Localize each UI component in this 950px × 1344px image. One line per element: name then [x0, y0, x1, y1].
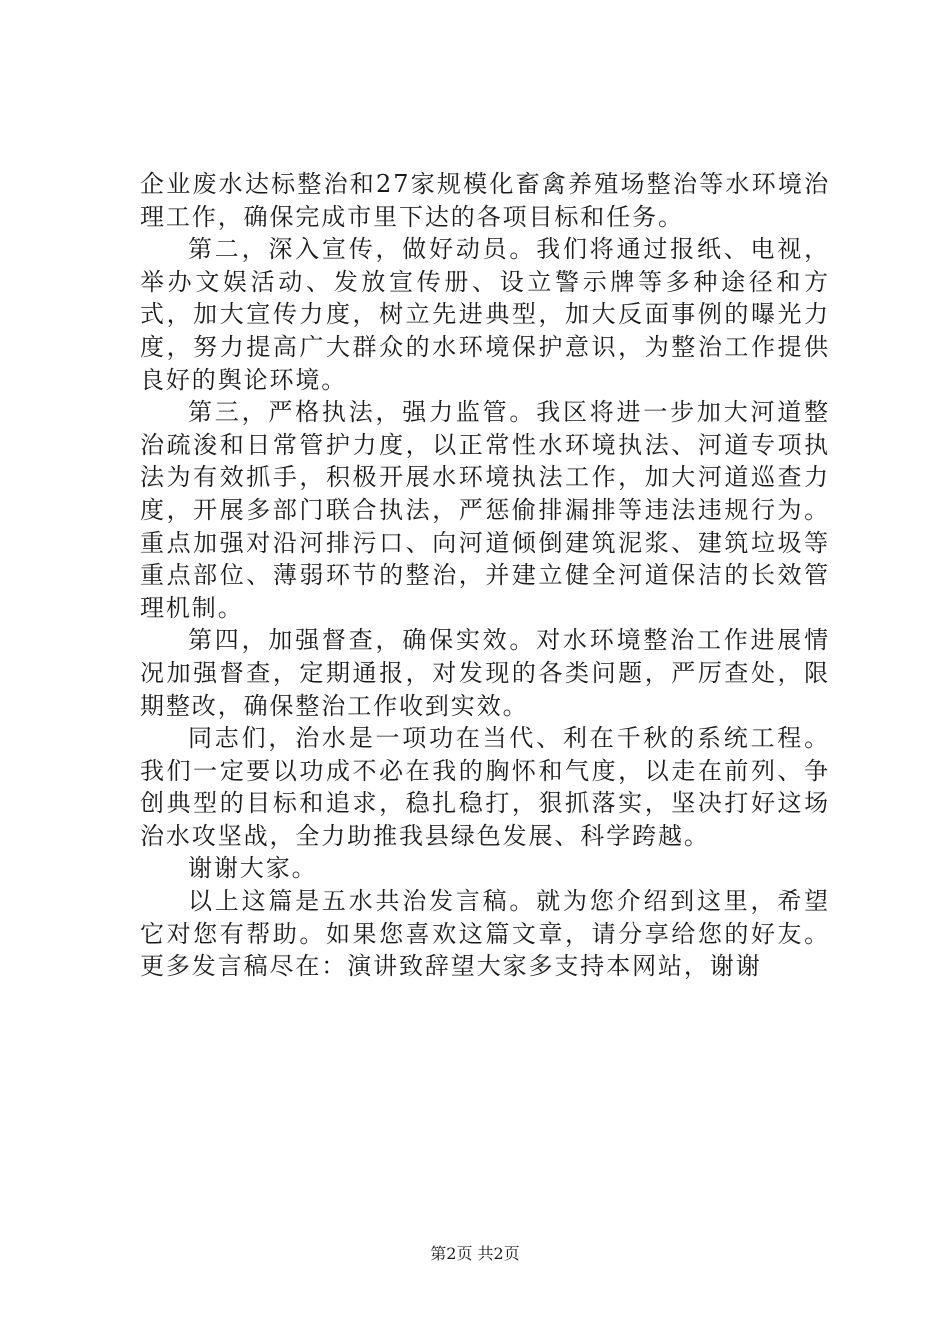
paragraph-thanks: 谢谢大家。	[188, 854, 318, 883]
paragraph-supervision: 第四，加强督查，确保实效。对水环境整治工作进展情况加强督查，定期通报，对发现的各类问题，严厉查处，限期整改，确保整治工作收到实效。	[140, 626, 830, 720]
paragraph-publicity: 第二，深入宣传，做好动员。我们将通过报纸、电视，举办文娱活动、发放宣传册、设立警示牌等多种途径和方式，加大宣传力度，树立先进典型，加大反面事例的曝光力度，努力提高广大群众的水环境保护意识，为整治工作提供良好的舆论环境。	[140, 235, 830, 394]
paragraph-continuation: 企业废水达标整治和27家规模化畜禽养殖场整治等水环境治理工作，确保完成市里下达的各项目标和任务。	[140, 170, 830, 231]
document-body	[140, 168, 830, 983]
paragraph-enforcement: 第三，严格执法，强力监管。我区将进一步加大河道整治疏浚和日常管护力度，以正常性水环境执法、河道专项执法为有效抓手，积极开展水环境执法工作，加大河道巡查力度，开展多部门联合执法，严惩偷排漏排等违法违规行为。重点加强对沿河排污口、向河道倾倒建筑泥浆、建筑垃圾等重点部位、薄弱环节的整治，并建立健全河道保洁的长效管理机制。	[140, 398, 830, 622]
page-number-footer: 第2页 共2页	[430, 1244, 520, 1263]
paragraph-closing: 同志们，治水是一项功在当代、利在千秋的系统工程。我们一定要以功成不必在我的胸怀和气度，以走在前列、争创典型的目标和追求，稳扎稳打，狠抓落实，坚决打好这场治水攻坚战，全力助推我县绿色发展、科学跨越。	[140, 724, 830, 850]
paragraph-site-note: 以上这篇是五水共治发言稿。就为您介绍到这里，希望它对您有帮助。如果您喜欢这篇文章，请分享给您的好友。更多发言稿尽在：演讲致辞望大家多支持本网站，谢谢	[140, 887, 830, 981]
